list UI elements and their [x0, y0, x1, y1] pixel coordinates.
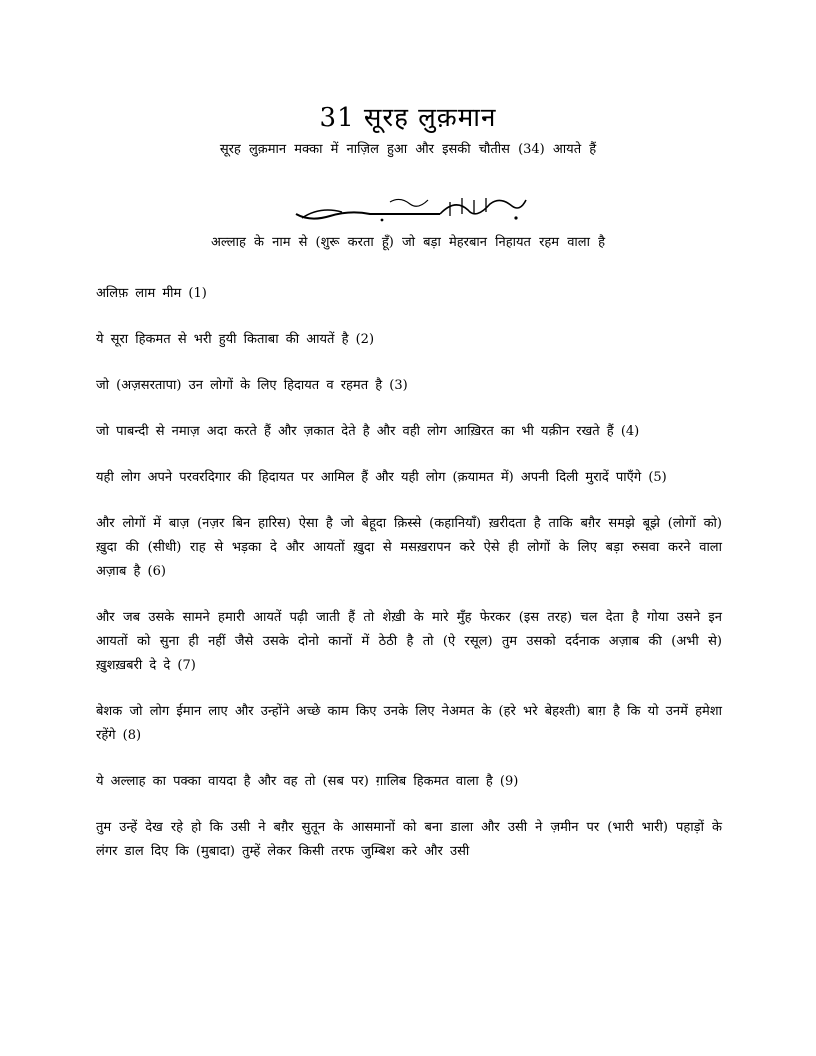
verse-4: जो पाबन्दी से नमाज़ अदा करते हैं और ज़कात देते है और वही लोग आख़िरत का भी यक़ीन रखते हैं (4) — [96, 424, 640, 439]
bismillah-calligraphy — [290, 192, 530, 226]
verse-list — [96, 282, 722, 886]
verse-10: तुम उन्हें देख रहे हो कि उसी ने बग़ैर सुतून के आसमानों को बना डाला और उसी ने ज़मीन पर (भारी भारी) पहाड़ों के लंगर डाल दिए कि (मुबादा) तुम्हें लेकर किसी तरफ जुम्बिश करे और उसी — [96, 820, 722, 859]
verse-3: जो (अज़सरतापा) उन लोगों के लिए हिदायत व रहमत है (3) — [96, 378, 408, 393]
verse-7: और जब उसके सामने हमारी आयतें पढ़ी जाती हैं तो शेख़ी के मारे मुँह फेरकर (इस तरह) चल देता है गोया उसने इन आयतों को सुना ही नहीं जैसे उसके दोनो कानों में ठेठी है तो (ऐ रसूल) तुम उसको दर्दनाक अज़ाब की (अभी से) ख़ुशख़बरी दे दे (7) — [96, 610, 722, 673]
verse-9: ये अल्लाह का पक्का वायदा है और वह तो (सब पर) ग़ालिब हिकमत वाला है (9) — [96, 774, 519, 789]
verse-8: बेशक जो लोग ईमान लाए और उन्होंने अच्छे काम किए उनके लिए नेअमत के (हरे भरे बेहश्ती) बाग़ है कि यो उनमें हमेशा रहेंगे (8) — [96, 704, 722, 743]
page-subtitle: सूरह लुक़मान मक्का में नाज़िल हुआ और इसकी चौतीस (34) आयते हैं — [219, 142, 597, 157]
verse-2: ये सूरा हिकमत से भरी हुयी किताबा की आयतें है (2) — [96, 332, 375, 347]
page-title: 31 सूरह लुक़मान — [319, 103, 497, 133]
verse-6: और लोगों में बाज़ (नज़र बिन हारिस) ऐसा है जो बेहूदा क़िस्से (कहानियाँ) ख़रीदता है ताकि बग़ैर समझे बूझे (लोगों को) ख़ुदा की (सीधी) राह से भड़का दे और आयतों ख़ुदा से मसख़रापन करे ऐसे ही लोगों के लिए बड़ा रुसवा करने वाला अज़ाब है (6) — [96, 516, 722, 579]
verse-5: यही लोग अपने परवरदिगार की हिदायत पर आमिल हैं और यही लोग (क़यामत में) अपनी दिली मुरादें पाएँगे (5) — [96, 470, 667, 485]
verse-1: अलिफ़ लाम मीम (1) — [96, 286, 207, 301]
opening-invocation: अल्लाह के नाम से (शुरू करता हूँ) जो बड़ा मेहरबान निहायत रहम वाला है — [210, 235, 606, 250]
